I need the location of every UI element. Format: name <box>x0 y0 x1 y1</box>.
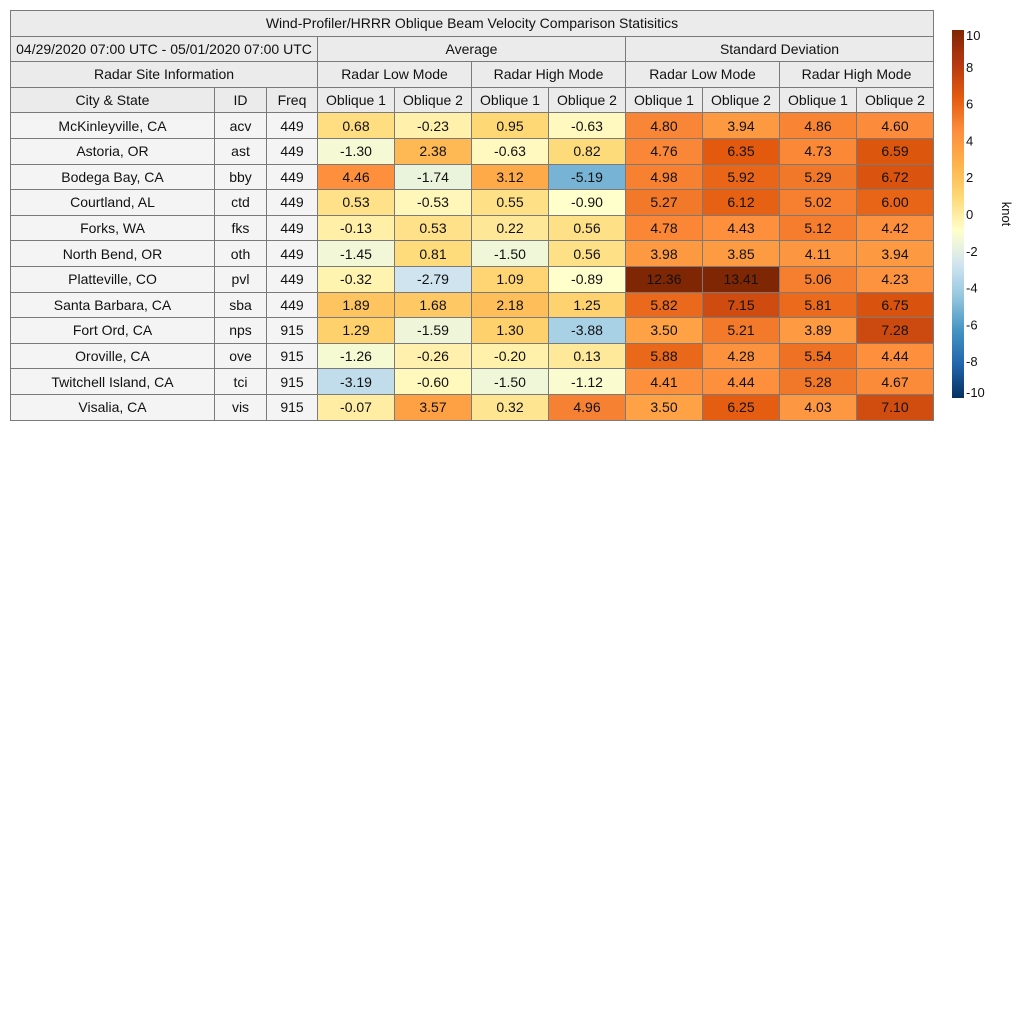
cell-avg-low-ob1: -0.13 <box>318 215 395 241</box>
cell-std-high-ob2: 6.75 <box>857 292 934 318</box>
cell-avg-low-ob2: 0.53 <box>395 215 472 241</box>
col-header-avg-low-ob2: Oblique 2 <box>395 87 472 113</box>
table-row <box>11 215 934 241</box>
col-header-std-low-ob2: Oblique 2 <box>703 87 780 113</box>
table-body <box>11 113 934 420</box>
cell-avg-high-ob2: -5.19 <box>549 164 626 190</box>
cell-avg-low-ob1: 0.68 <box>318 113 395 139</box>
std-high-mode-header: Radar High Mode <box>780 62 934 88</box>
cell-avg-high-ob2: 0.56 <box>549 241 626 267</box>
cell-avg-high-ob1: 0.55 <box>472 190 549 216</box>
cell-std-low-ob2: 5.92 <box>703 164 780 190</box>
cell-avg-low-ob1: 4.46 <box>318 164 395 190</box>
cell-avg-low-ob2: 2.38 <box>395 138 472 164</box>
site-city: McKinleyville, CA <box>11 113 215 139</box>
cell-std-high-ob1: 4.73 <box>780 138 857 164</box>
cell-std-low-ob1: 4.41 <box>626 369 703 395</box>
cell-avg-low-ob2: 1.68 <box>395 292 472 318</box>
cell-std-low-ob2: 3.85 <box>703 241 780 267</box>
cell-std-low-ob2: 7.15 <box>703 292 780 318</box>
group-average-header: Average <box>318 36 626 62</box>
cell-avg-high-ob1: 2.18 <box>472 292 549 318</box>
cell-avg-high-ob1: 0.22 <box>472 215 549 241</box>
cell-avg-high-ob1: 1.09 <box>472 266 549 292</box>
cell-avg-low-ob1: 1.29 <box>318 318 395 344</box>
table-title: Wind-Profiler/HRRR Oblique Beam Velocity Comparison Statisitics <box>11 11 934 37</box>
table-row <box>11 241 934 267</box>
cell-avg-low-ob1: -1.45 <box>318 241 395 267</box>
cell-std-low-ob1: 3.98 <box>626 241 703 267</box>
cell-avg-low-ob1: 1.89 <box>318 292 395 318</box>
colorbar-tick: -2 <box>966 243 978 259</box>
colorbar-tick: -10 <box>966 385 985 400</box>
cell-avg-high-ob1: 1.30 <box>472 318 549 344</box>
cell-avg-low-ob2: 3.57 <box>395 394 472 420</box>
table-row <box>11 369 934 395</box>
table-row <box>11 343 934 369</box>
colorbar-tick: -8 <box>966 354 978 370</box>
cell-avg-high-ob2: 0.13 <box>549 343 626 369</box>
table-row <box>11 164 934 190</box>
site-freq: 449 <box>267 190 318 216</box>
cell-std-high-ob1: 3.89 <box>780 318 857 344</box>
site-id: bby <box>215 164 267 190</box>
cell-avg-high-ob1: 3.12 <box>472 164 549 190</box>
col-header-avg-high-ob1: Oblique 1 <box>472 87 549 113</box>
cell-avg-low-ob2: -0.60 <box>395 369 472 395</box>
cell-avg-low-ob1: -1.26 <box>318 343 395 369</box>
cell-avg-low-ob1: -0.32 <box>318 266 395 292</box>
col-header-std-high-ob1: Oblique 1 <box>780 87 857 113</box>
table-row <box>11 292 934 318</box>
site-freq: 449 <box>267 292 318 318</box>
cell-avg-high-ob2: -0.89 <box>549 266 626 292</box>
cell-avg-high-ob1: -0.63 <box>472 138 549 164</box>
col-header-avg-high-ob2: Oblique 2 <box>549 87 626 113</box>
table-row <box>11 266 934 292</box>
site-city: Santa Barbara, CA <box>11 292 215 318</box>
site-city: Astoria, OR <box>11 138 215 164</box>
avg-low-mode-header: Radar Low Mode <box>318 62 472 88</box>
cell-std-high-ob2: 4.44 <box>857 343 934 369</box>
site-city: Forks, WA <box>11 215 215 241</box>
cell-avg-high-ob2: 0.56 <box>549 215 626 241</box>
cell-avg-high-ob2: -0.90 <box>549 190 626 216</box>
site-city: Bodega Bay, CA <box>11 164 215 190</box>
cell-avg-low-ob1: -0.07 <box>318 394 395 420</box>
col-header-freq: Freq <box>267 87 318 113</box>
cell-std-low-ob2: 6.12 <box>703 190 780 216</box>
site-city: North Bend, OR <box>11 241 215 267</box>
col-header-std-high-ob2: Oblique 2 <box>857 87 934 113</box>
colorbar-tick: -4 <box>966 280 978 296</box>
cell-std-high-ob1: 5.02 <box>780 190 857 216</box>
site-freq: 449 <box>267 215 318 241</box>
cell-std-high-ob2: 6.00 <box>857 190 934 216</box>
cell-std-high-ob2: 6.72 <box>857 164 934 190</box>
cell-std-high-ob2: 7.28 <box>857 318 934 344</box>
cell-std-low-ob2: 13.41 <box>703 266 780 292</box>
site-freq: 915 <box>267 369 318 395</box>
cell-std-low-ob1: 4.80 <box>626 113 703 139</box>
colorbar-tick: 4 <box>966 133 974 149</box>
cell-std-high-ob2: 4.42 <box>857 215 934 241</box>
stats-table <box>10 10 934 421</box>
date-range: 04/29/2020 07:00 UTC - 05/01/2020 07:00 UTC <box>11 36 318 62</box>
avg-high-mode-header: Radar High Mode <box>472 62 626 88</box>
site-id: fks <box>215 215 267 241</box>
cell-avg-low-ob2: 0.81 <box>395 241 472 267</box>
colorbar-unit-label: knot <box>999 201 1014 227</box>
colorbar-tick: 8 <box>966 59 974 75</box>
cell-std-low-ob2: 4.28 <box>703 343 780 369</box>
cell-avg-high-ob1: -1.50 <box>472 241 549 267</box>
cell-std-high-ob1: 5.81 <box>780 292 857 318</box>
cell-avg-low-ob2: -1.59 <box>395 318 472 344</box>
table-row <box>11 318 934 344</box>
group-std-header: Standard Deviation <box>626 36 934 62</box>
site-freq: 915 <box>267 343 318 369</box>
col-header-id: ID <box>215 87 267 113</box>
site-id: sba <box>215 292 267 318</box>
cell-std-high-ob1: 5.12 <box>780 215 857 241</box>
site-id: vis <box>215 394 267 420</box>
col-header-std-low-ob1: Oblique 1 <box>626 87 703 113</box>
site-freq: 449 <box>267 113 318 139</box>
cell-avg-low-ob2: -0.53 <box>395 190 472 216</box>
site-city: Twitchell Island, CA <box>11 369 215 395</box>
cell-std-low-ob1: 5.88 <box>626 343 703 369</box>
cell-avg-low-ob2: -0.26 <box>395 343 472 369</box>
cell-std-low-ob1: 4.76 <box>626 138 703 164</box>
site-id: ast <box>215 138 267 164</box>
cell-avg-low-ob1: -3.19 <box>318 369 395 395</box>
std-low-mode-header: Radar Low Mode <box>626 62 780 88</box>
cell-avg-high-ob1: -1.50 <box>472 369 549 395</box>
cell-avg-high-ob2: 4.96 <box>549 394 626 420</box>
cell-std-low-ob2: 5.21 <box>703 318 780 344</box>
colorbar-tick: 6 <box>966 96 974 112</box>
cell-std-low-ob1: 5.27 <box>626 190 703 216</box>
cell-avg-high-ob1: -0.20 <box>472 343 549 369</box>
cell-std-low-ob2: 6.35 <box>703 138 780 164</box>
cell-std-high-ob2: 3.94 <box>857 241 934 267</box>
cell-std-high-ob1: 5.29 <box>780 164 857 190</box>
colorbar-tick: 10 <box>966 28 981 43</box>
cell-std-low-ob1: 12.36 <box>626 266 703 292</box>
cell-avg-low-ob1: 0.53 <box>318 190 395 216</box>
cell-avg-low-ob2: -1.74 <box>395 164 472 190</box>
colorbar-tick: 0 <box>966 207 974 222</box>
site-freq: 915 <box>267 318 318 344</box>
cell-std-low-ob1: 3.50 <box>626 318 703 344</box>
site-freq: 449 <box>267 138 318 164</box>
site-freq: 449 <box>267 241 318 267</box>
cell-avg-high-ob2: -3.88 <box>549 318 626 344</box>
site-id: tci <box>215 369 267 395</box>
site-city: Courtland, AL <box>11 190 215 216</box>
table-row <box>11 190 934 216</box>
colorbar <box>950 30 1012 402</box>
cell-std-high-ob2: 4.67 <box>857 369 934 395</box>
colorbar-tick: 2 <box>966 170 974 186</box>
colorbar-tick: -6 <box>966 317 978 333</box>
site-city: Platteville, CO <box>11 266 215 292</box>
site-id: nps <box>215 318 267 344</box>
cell-std-high-ob1: 4.11 <box>780 241 857 267</box>
cell-std-high-ob1: 4.03 <box>780 394 857 420</box>
cell-std-low-ob1: 5.82 <box>626 292 703 318</box>
cell-std-high-ob2: 7.10 <box>857 394 934 420</box>
col-header-city: City & State <box>11 87 215 113</box>
site-city: Fort Ord, CA <box>11 318 215 344</box>
cell-avg-low-ob1: -1.30 <box>318 138 395 164</box>
cell-avg-high-ob2: -0.63 <box>549 113 626 139</box>
cell-std-low-ob2: 4.44 <box>703 369 780 395</box>
site-city: Visalia, CA <box>11 394 215 420</box>
cell-std-high-ob1: 5.06 <box>780 266 857 292</box>
cell-std-low-ob2: 6.25 <box>703 394 780 420</box>
cell-std-low-ob1: 4.98 <box>626 164 703 190</box>
cell-std-high-ob2: 4.23 <box>857 266 934 292</box>
site-freq: 915 <box>267 394 318 420</box>
cell-avg-high-ob1: 0.32 <box>472 394 549 420</box>
site-id: ctd <box>215 190 267 216</box>
cell-std-low-ob1: 3.50 <box>626 394 703 420</box>
col-header-avg-low-ob1: Oblique 1 <box>318 87 395 113</box>
site-id: pvl <box>215 266 267 292</box>
cell-avg-high-ob2: 1.25 <box>549 292 626 318</box>
table-row <box>11 394 934 420</box>
cell-avg-low-ob2: -0.23 <box>395 113 472 139</box>
cell-std-low-ob2: 3.94 <box>703 113 780 139</box>
site-freq: 449 <box>267 266 318 292</box>
site-id: oth <box>215 241 267 267</box>
cell-std-high-ob1: 5.28 <box>780 369 857 395</box>
site-info-header: Radar Site Information <box>11 62 318 88</box>
cell-avg-low-ob2: -2.79 <box>395 266 472 292</box>
site-id: acv <box>215 113 267 139</box>
cell-avg-high-ob2: -1.12 <box>549 369 626 395</box>
site-freq: 449 <box>267 164 318 190</box>
cell-std-low-ob1: 4.78 <box>626 215 703 241</box>
site-id: ove <box>215 343 267 369</box>
cell-std-high-ob2: 4.60 <box>857 113 934 139</box>
cell-std-high-ob1: 5.54 <box>780 343 857 369</box>
colorbar-gradient <box>952 30 964 398</box>
table-row <box>11 113 934 139</box>
cell-std-low-ob2: 4.43 <box>703 215 780 241</box>
cell-avg-high-ob1: 0.95 <box>472 113 549 139</box>
site-city: Oroville, CA <box>11 343 215 369</box>
cell-std-high-ob1: 4.86 <box>780 113 857 139</box>
table-row <box>11 138 934 164</box>
cell-avg-high-ob2: 0.82 <box>549 138 626 164</box>
cell-std-high-ob2: 6.59 <box>857 138 934 164</box>
